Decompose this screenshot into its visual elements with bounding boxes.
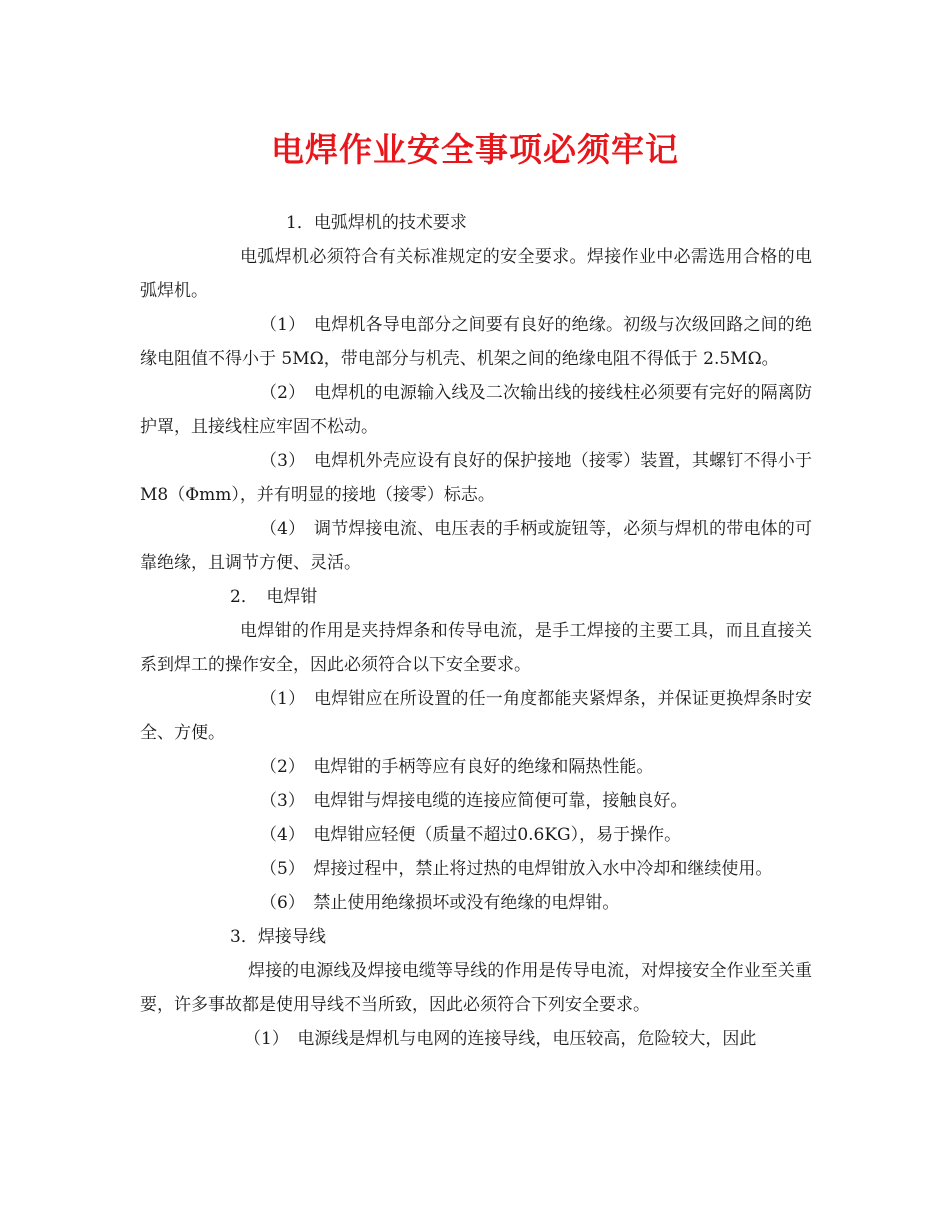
list-item: （2） 电焊钳的手柄等应有良好的绝缘和隔热性能。 bbox=[260, 757, 654, 777]
list-item: （1） 电源线是焊机与电网的连接导线，电压较高，危险较大，因此 bbox=[244, 1029, 757, 1049]
list-item: （2） 电焊机的电源输入线及二次输出线的接线柱必须要有完好的隔离防护罩，且接线柱应牢固不松动。 bbox=[140, 383, 812, 437]
list-item: （1） 电焊机各导电部分之间要有良好的绝缘。初级与次级回路之间的绝缘电阻值不得小于 5MΩ，带电部分与机壳、机架之间的绝缘电阻不得低于 2.5MΩ。 bbox=[140, 315, 812, 369]
list-item: （4） 调节焊接电流、电压表的手柄或旋钮等，必须与焊机的带电体的可靠绝缘，且调节方便、灵活。 bbox=[140, 519, 812, 573]
section-heading-2: 2． 电焊钳 bbox=[230, 587, 318, 607]
list-item: （6） 禁止使用绝缘损坏或没有绝缘的电焊钳。 bbox=[260, 893, 620, 913]
paragraph: 电焊钳的作用是夹持焊条和传导电流，是手工焊接的主要工具，而且直接关系到焊工的操作安全，因此必须符合以下安全要求。 bbox=[140, 621, 812, 675]
document-body bbox=[140, 206, 812, 1056]
section-heading-1: 1．电弧焊机的技术要求 bbox=[286, 213, 467, 233]
list-item: （1） 电焊钳应在所设置的任一角度都能夹紧焊条，并保证更换焊条时安全、方便。 bbox=[140, 689, 812, 743]
list-item: （3） 电焊机外壳应设有良好的保护接地（接零）装置，其螺钉不得小于M8（Φmm），并有明显的接地（接零）标志。 bbox=[140, 451, 812, 505]
section-heading-3: 3．焊接导线 bbox=[230, 927, 326, 947]
paragraph: 电弧焊机必须符合有关标准规定的安全要求。焊接作业中必需选用合格的电弧焊机。 bbox=[140, 247, 812, 301]
list-item: （3） 电焊钳与焊接电缆的连接应简便可靠，接触良好。 bbox=[260, 791, 688, 811]
paragraph: 焊接的电源线及焊接电缆等导线的作用是传导电流，对焊接安全作业至关重要，许多事故都是使用导线不当所致，因此必须符合下列安全要求。 bbox=[140, 961, 812, 1015]
list-item: （4） 电焊钳应轻便（质量不超过0.6KG），易于操作。 bbox=[260, 825, 682, 845]
list-item: （5） 焊接过程中，禁止将过热的电焊钳放入水中冷却和继续使用。 bbox=[260, 859, 773, 879]
document-title: 电焊作业安全事项必须牢记 bbox=[271, 130, 679, 169]
